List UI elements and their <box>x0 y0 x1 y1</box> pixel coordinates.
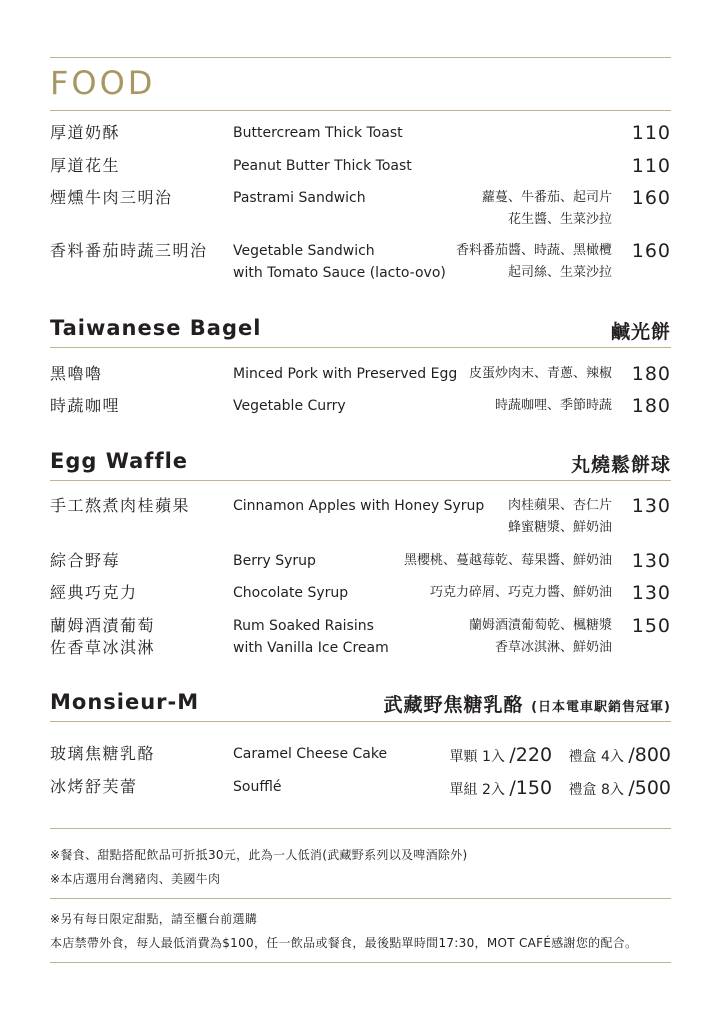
food-title: FOOD <box>50 64 156 102</box>
item-name-en: Rum Soaked Raisins with Vanilla Ice Cream <box>233 618 389 656</box>
item-name-en: Berry Syrup <box>233 553 316 569</box>
waffle-divider <box>50 480 671 481</box>
section-title-waffle-zh: 丸燒鬆餅球 <box>570 454 671 476</box>
item-name-zh: 香料番茄時蔬三明治 <box>50 241 208 260</box>
section-title-bagel: Taiwanese Bagel <box>50 316 262 340</box>
item-ingredients: 時蔬咖哩、季節時蔬 <box>494 398 612 413</box>
item-name-zh: 手工熬煮肉桂蘋果 <box>50 496 191 515</box>
item-name-zh: 冰烤舒芙蕾 <box>50 777 138 796</box>
item-name-zh: 煙燻牛肉三明治 <box>50 188 173 207</box>
item-name-zh: 玻璃焦糖乳酪 <box>50 744 156 763</box>
item-price: 110 <box>631 155 671 177</box>
section-title-monsieur-sub: (日本電車駅銷售冠軍) <box>531 700 671 715</box>
item-price: 130 <box>631 582 671 604</box>
note-meat-origin: ※本店選用台灣豬肉、美國牛肉 <box>50 872 221 886</box>
bagel-divider <box>50 347 671 348</box>
item-price-options: 單顆 1入 /220 禮盒 4入 /800 <box>449 744 671 766</box>
item-ingredients: 蘿蔓、牛番茄、起司片 花生醬、生菜沙拉 <box>481 190 612 227</box>
item-name-en: Caramel Cheese Cake <box>233 746 388 762</box>
item-name-en: Pastrami Sandwich <box>233 190 366 206</box>
section-title-monsieur-zh: 武藏野焦糖乳酪 (日本電車駅銷售冠軍) <box>383 694 671 716</box>
item-ingredients: 香料番茄醬、時蔬、黑橄欖 起司絲、生菜沙拉 <box>455 243 612 280</box>
item-name-en: Vegetable Sandwich with Tomato Sauce (lacto-ovo) <box>233 243 446 281</box>
note-daily-dessert: ※另有每日限定甜點，請至櫃台前選購 <box>50 912 258 926</box>
note-drink-discount: ※餐食、甜點搭配飲品可折抵30元，此為一人低消(武藏野系列以及啤酒除外) <box>50 848 468 862</box>
item-name-en: Cinnamon Apples with Honey Syrup <box>233 498 485 514</box>
item-price: 160 <box>631 240 671 262</box>
food-divider <box>50 110 671 111</box>
monsieur-divider <box>50 721 671 722</box>
item-name-zh: 黑嚕嚕 <box>50 364 103 383</box>
item-name-en: Peanut Butter Thick Toast <box>233 158 412 174</box>
item-price: 130 <box>631 550 671 572</box>
item-ingredients: 巧克力碎屑、巧克力醬、鮮奶油 <box>429 585 612 600</box>
item-name-en: Buttercream Thick Toast <box>233 125 403 141</box>
section-title-waffle: Egg Waffle <box>50 449 189 473</box>
item-ingredients: 皮蛋炒肉末、青蔥、辣椒 <box>468 366 612 381</box>
item-name-zh: 經典巧克力 <box>50 583 138 602</box>
item-price: 130 <box>631 495 671 517</box>
notes-divider-middle <box>50 898 671 899</box>
item-name-zh: 厚道花生 <box>50 156 121 175</box>
item-name-en: Vegetable Curry <box>233 398 346 414</box>
top-divider <box>50 57 671 58</box>
item-name-en: Chocolate Syrup <box>233 585 349 601</box>
item-name-en: Minced Pork with Preserved Egg <box>233 366 458 382</box>
notes-divider-top <box>50 828 671 829</box>
item-price: 180 <box>631 395 671 417</box>
item-name-en: Soufflé <box>233 779 282 795</box>
section-title-monsieur: Monsieur-M <box>50 690 200 714</box>
section-title-bagel-zh: 鹹光餅 <box>610 321 671 343</box>
notes-divider-bottom <box>50 962 671 963</box>
item-price: 150 <box>631 615 671 637</box>
item-ingredients: 蘭姆酒漬葡萄乾、楓糖漿 香草冰淇淋、鮮奶油 <box>468 618 612 655</box>
item-price: 160 <box>631 187 671 209</box>
item-ingredients: 黑櫻桃、蔓越莓乾、莓果醬、鮮奶油 <box>403 553 612 568</box>
item-price-options: 單組 2入 /150 禮盒 8入 /500 <box>449 777 671 799</box>
note-store-policy: 本店禁帶外食，每人最低消費為$100，任一飲品或餐食，最後點單時間17:30，MOT CAFÉ感謝您的配合。 <box>50 936 638 950</box>
item-price: 180 <box>631 363 671 385</box>
item-ingredients: 肉桂蘋果、杏仁片 蜂蜜糖漿、鮮奶油 <box>507 498 612 535</box>
item-name-zh: 時蔬咖哩 <box>50 396 121 415</box>
item-price: 110 <box>631 122 671 144</box>
item-name-zh: 蘭姆酒漬葡萄 佐香草冰淇淋 <box>50 616 156 657</box>
item-name-zh: 綜合野莓 <box>50 551 121 570</box>
item-name-zh: 厚道奶酥 <box>50 123 121 142</box>
